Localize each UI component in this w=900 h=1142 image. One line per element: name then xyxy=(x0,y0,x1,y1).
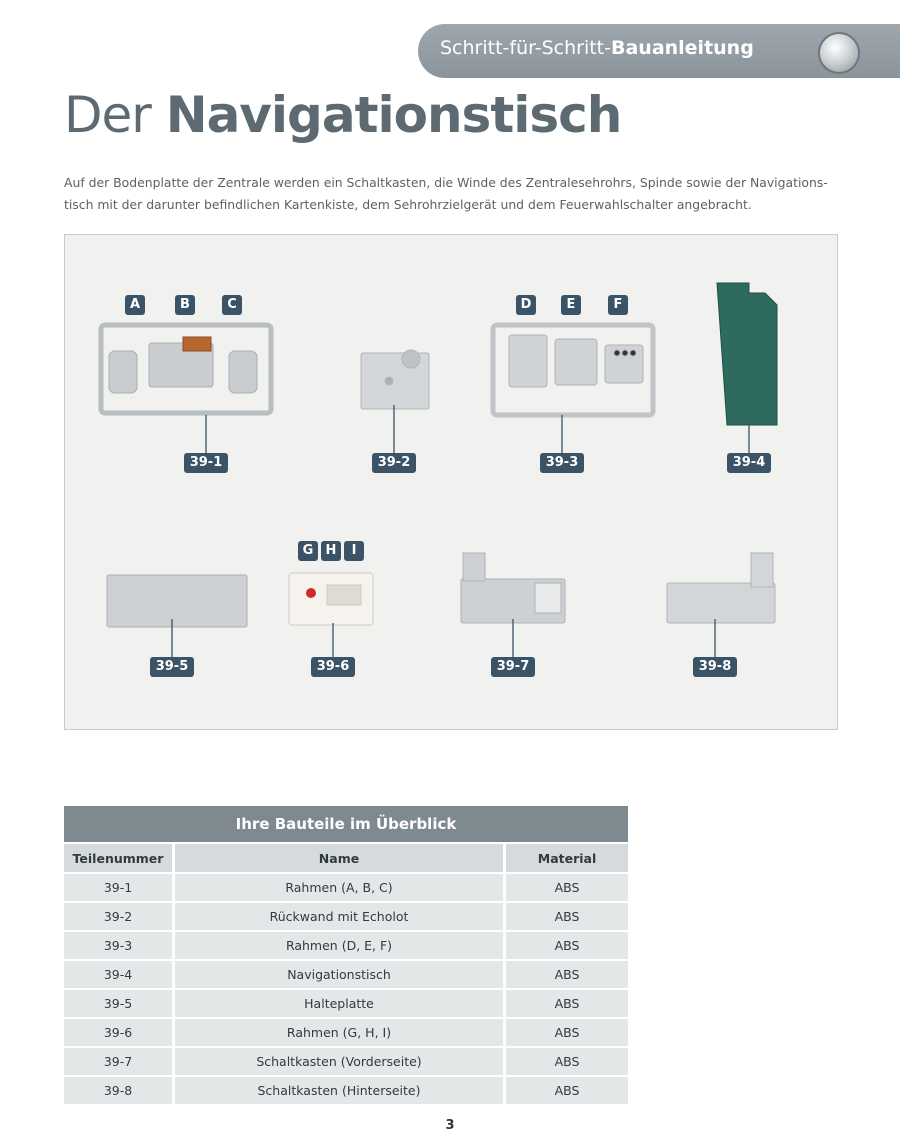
cell-name: Halteplatte xyxy=(175,988,506,1017)
banner-text xyxy=(440,37,754,59)
cell-name: Rahmen (D, E, F) xyxy=(175,930,506,959)
page-number: 3 xyxy=(445,1118,455,1133)
letter-label-i: I xyxy=(344,541,364,561)
letter-label-g: G xyxy=(298,541,318,561)
letter-label-h: H xyxy=(321,541,341,561)
cell-part-number: 39-5 xyxy=(64,988,175,1017)
table-row xyxy=(64,1017,628,1046)
cell-material: ABS xyxy=(506,872,628,901)
part-39-3-sprue xyxy=(493,325,653,415)
parts-table xyxy=(64,806,628,1104)
table-row xyxy=(64,1046,628,1075)
table-row xyxy=(64,872,628,901)
cell-name: Rückwand mit Echolot xyxy=(175,901,506,930)
cell-name: Schaltkasten (Vorderseite) xyxy=(175,1046,506,1075)
part-39-5 xyxy=(107,575,247,627)
part-label-39-2: 39-2 xyxy=(372,453,416,473)
cell-material: ABS xyxy=(506,901,628,930)
part-label-39-4: 39-4 xyxy=(727,453,771,473)
cell-name: Rahmen (G, H, I) xyxy=(175,1017,506,1046)
cell-name: Rahmen (A, B, C) xyxy=(175,872,506,901)
table-row xyxy=(64,988,628,1017)
cell-part-number: 39-2 xyxy=(64,901,175,930)
letter-label-f: F xyxy=(608,295,628,315)
header-material: Material xyxy=(506,842,628,872)
letter-label-a: A xyxy=(125,295,145,315)
banner-bold: Bauanleitung xyxy=(610,37,754,59)
part-39-7 xyxy=(461,553,565,623)
letter-label-d: D xyxy=(516,295,536,315)
cell-name: Schaltkasten (Hinterseite) xyxy=(175,1075,506,1104)
cell-material: ABS xyxy=(506,959,628,988)
cell-material: ABS xyxy=(506,930,628,959)
letter-label-e: E xyxy=(561,295,581,315)
cell-name: Navigationstisch xyxy=(175,959,506,988)
banner-prefix: Schritt-für-Schritt- xyxy=(440,37,611,59)
part-39-4 xyxy=(717,283,777,425)
cell-material: ABS xyxy=(506,1017,628,1046)
part-39-6 xyxy=(289,573,373,625)
parts-photo xyxy=(64,234,838,730)
cell-material: ABS xyxy=(506,988,628,1017)
part-39-2 xyxy=(361,350,429,409)
intro-text: Auf der Bodenplatte der Zentrale werden ein Schaltkasten, die Winde des Zentralesehrohrs, Spinde sowie der Navigations-tisch mit der darunter befindlichen Kartenkiste, dem Sehrohrzielgerät und dem Feuerwahlschalter angebracht. xyxy=(64,175,828,212)
header-name: Name xyxy=(175,842,506,872)
cell-part-number: 39-4 xyxy=(64,959,175,988)
table-row xyxy=(64,901,628,930)
cell-material: ABS xyxy=(506,1075,628,1104)
cell-part-number: 39-3 xyxy=(64,930,175,959)
table-caption: Ihre Bauteile im Überblick xyxy=(64,806,628,842)
part-39-8 xyxy=(667,553,775,623)
part-label-39-3: 39-3 xyxy=(540,453,584,473)
part-39-1-sprue xyxy=(101,325,271,413)
cell-part-number: 39-1 xyxy=(64,872,175,901)
table-row xyxy=(64,959,628,988)
part-label-39-7: 39-7 xyxy=(491,657,535,677)
cell-material: ABS xyxy=(506,1046,628,1075)
part-label-39-5: 39-5 xyxy=(150,657,194,677)
letter-label-c: C xyxy=(222,295,242,315)
cell-part-number: 39-8 xyxy=(64,1075,175,1104)
letter-label-b: B xyxy=(175,295,195,315)
part-label-39-6: 39-6 xyxy=(311,657,355,677)
title-light: Der xyxy=(64,86,166,144)
cell-part-number: 39-7 xyxy=(64,1046,175,1075)
table-row xyxy=(64,1075,628,1104)
header-teilenummer: Teilenummer xyxy=(64,842,175,872)
page-title xyxy=(64,86,621,144)
cell-part-number: 39-6 xyxy=(64,1017,175,1046)
title-bold: Navigationstisch xyxy=(165,86,622,144)
part-label-39-8: 39-8 xyxy=(693,657,737,677)
banner-ball-icon xyxy=(818,32,860,74)
table-row xyxy=(64,930,628,959)
part-label-39-1: 39-1 xyxy=(184,453,228,473)
